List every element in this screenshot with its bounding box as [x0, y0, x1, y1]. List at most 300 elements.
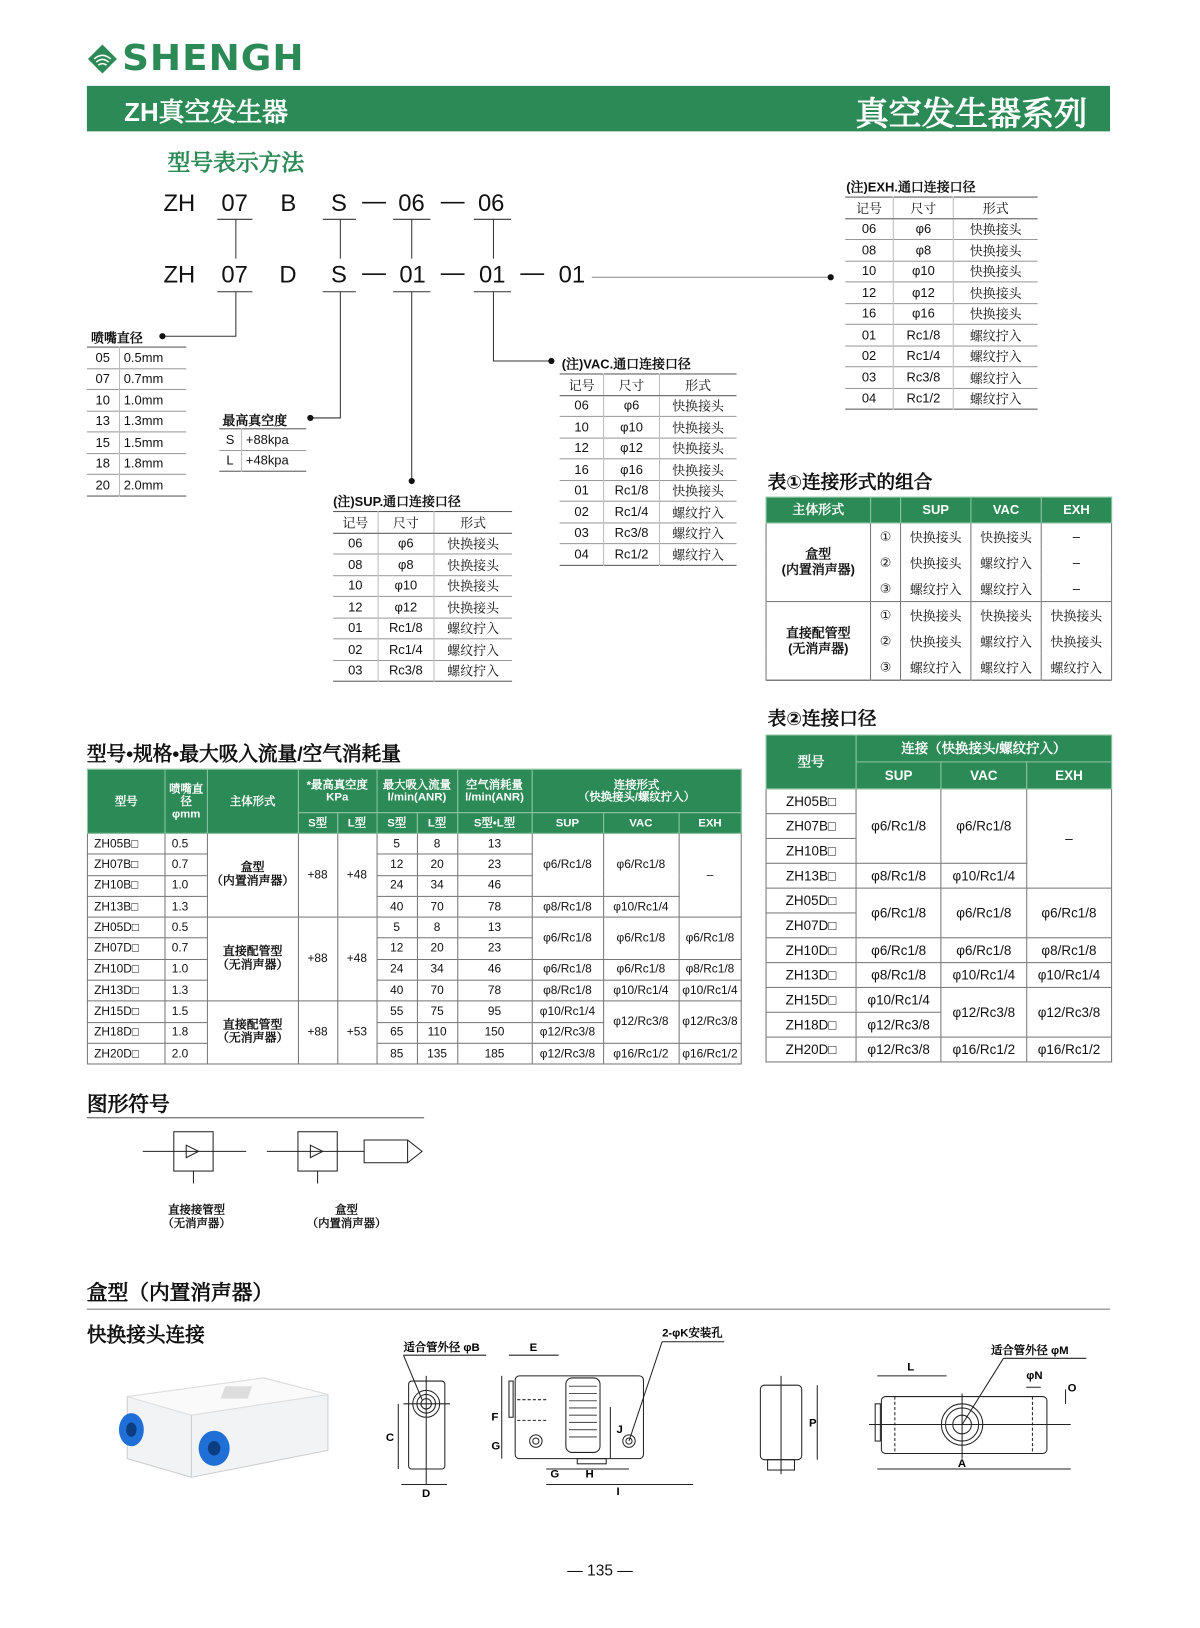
cell: 03	[560, 522, 604, 543]
cell: 04	[845, 388, 893, 409]
col-nozzle	[165, 769, 207, 833]
caption-sub: （内置消声器）	[306, 1217, 387, 1231]
caption-name: 直接接管型	[168, 1204, 226, 1217]
nozzle-row	[87, 432, 186, 453]
flow-s-cell: 40	[377, 980, 417, 1001]
air-cell: 23	[457, 938, 531, 959]
col-flow-l: L型	[417, 813, 457, 834]
col-vac-l: L型	[337, 813, 376, 834]
cell: 12	[845, 282, 893, 303]
col-exh: EXH	[1041, 497, 1111, 523]
vac-l-cell: +48	[337, 917, 376, 1001]
cell: 04	[560, 544, 604, 565]
air-cell: 78	[457, 896, 531, 917]
box-type-symbol	[267, 1132, 422, 1184]
exh-port-table	[845, 197, 1037, 410]
dim-tube-m: 适合管外径 φM	[991, 1345, 1069, 1358]
connection-cell: φ12/Rc3/8	[603, 1001, 679, 1043]
col-vac-label: *最高真空度	[306, 778, 368, 791]
body-sub: （无消声器）	[216, 1032, 289, 1046]
sup-cell: φ8/Rc1/8	[856, 963, 941, 988]
connection-cell: φ10/Rc1/4	[679, 980, 742, 1001]
cell: 形式	[659, 374, 736, 395]
air-cell: 13	[457, 917, 531, 938]
cell: 快换接头	[971, 523, 1041, 549]
direct-piping-symbol	[143, 1132, 246, 1184]
vacuum-row	[219, 429, 306, 450]
cell: 记号	[845, 197, 893, 218]
nozzle-row	[87, 347, 186, 368]
cell: Rc1/8	[893, 324, 953, 345]
cell: 螺纹拧入	[971, 628, 1041, 654]
body-sub: （无消声器）	[216, 959, 289, 972]
col-sup: SUP	[532, 813, 603, 834]
cell: Rc1/2	[893, 388, 953, 409]
cell: 快换接头	[901, 523, 971, 549]
code-exh: 01	[558, 260, 586, 288]
cell: 05	[95, 350, 110, 365]
vac-s-cell: +88	[298, 917, 337, 1001]
cell: 10	[560, 416, 604, 437]
cell: 螺纹拧入	[971, 654, 1041, 680]
cell: –	[1041, 523, 1111, 549]
model-cell: ZH10B□	[766, 838, 856, 863]
body-name: 直接配管型	[222, 1019, 283, 1032]
table1-title: 表①连接形式的组合	[767, 471, 933, 493]
vac-port-row	[560, 459, 737, 480]
cell: 螺纹拧入	[434, 618, 512, 639]
exh-port-row	[845, 388, 1037, 409]
exh-port-row	[845, 346, 1037, 367]
vac-cell: φ12/Rc3/8	[941, 987, 1026, 1037]
sup-cell: φ12/Rc3/8	[856, 1012, 941, 1037]
vacuum-row	[219, 450, 306, 471]
cell: 01	[560, 480, 604, 501]
symbols-title: 图形符号	[86, 1093, 170, 1117]
col-air-sl: S型•L型	[457, 813, 531, 834]
model-cell: ZH07D□	[766, 913, 856, 938]
model-cell: ZH18D□	[87, 1022, 165, 1043]
table-row	[87, 896, 741, 917]
exh-cell: –	[1026, 789, 1111, 888]
table2-title: 表②连接口径	[767, 708, 877, 730]
connection-cell: φ6/Rc1/8	[603, 917, 679, 959]
body-name: 盒型	[240, 861, 265, 875]
col-vac: VAC	[971, 497, 1041, 523]
dim-l: L	[907, 1361, 915, 1374]
col-air	[457, 769, 531, 812]
spec-title: 型号•规格•最大吸入流量/空气消耗量	[86, 743, 401, 766]
cell: 螺纹拧入	[901, 654, 971, 680]
cell: 1.5mm	[119, 432, 186, 453]
exh-port-row	[845, 303, 1037, 324]
vac-cell: φ16/Rc1/2	[941, 1037, 1026, 1062]
cell: 螺纹拧入	[971, 575, 1041, 601]
dim-e: E	[529, 1342, 538, 1355]
cell: 快换接头	[434, 554, 512, 575]
cell: 螺纹拧入	[659, 522, 736, 543]
vac-s-cell: +88	[298, 1001, 337, 1064]
dim-n: φN	[1026, 1369, 1043, 1382]
cell: 螺纹拧入	[971, 549, 1041, 575]
col-flow-unit: l/min(ANR)	[387, 790, 447, 804]
connection-cell: φ10/Rc1/4	[532, 1001, 603, 1022]
cell: 快换接头	[953, 218, 1037, 239]
combo-num: ③	[871, 654, 901, 680]
sup-cell: φ6/Rc1/8	[856, 888, 941, 938]
vac-l-cell: +48	[337, 833, 376, 917]
cell: 06	[560, 395, 604, 416]
cell: Rc1/8	[378, 618, 434, 639]
model-cell: ZH13B□	[87, 896, 165, 917]
col-connection: 连接（快换接头/螺纹拧入）	[856, 735, 1112, 762]
cell: Rc3/8	[893, 367, 953, 388]
sup-port-row	[333, 596, 512, 617]
sup-port-row	[333, 618, 512, 639]
sup-port-row	[333, 512, 512, 533]
col-exh: EXH	[679, 813, 742, 834]
nozzle-cell: 0.5	[165, 833, 207, 854]
product-photo	[109, 1366, 342, 1490]
connection-cell: φ12/Rc3/8	[532, 1022, 603, 1043]
cell: Rc3/8	[378, 660, 434, 681]
dim-f: F	[491, 1411, 499, 1424]
code-prefix: ZH	[163, 260, 196, 288]
table-row	[87, 1043, 741, 1064]
col-flow-s: S型	[377, 813, 417, 834]
vac-cell: φ10/Rc1/4	[941, 963, 1026, 988]
table-row	[766, 602, 1112, 628]
cell: 20	[87, 474, 119, 495]
connection-cell: φ6/Rc1/8	[603, 959, 679, 980]
cell: Rc1/4	[893, 346, 953, 367]
flow-s-cell: 5	[377, 833, 417, 854]
model-code-title: 型号表示方法	[167, 150, 305, 176]
sup-cell: φ6/Rc1/8	[856, 789, 941, 863]
cell: 1.0mm	[119, 389, 186, 410]
table-row	[766, 789, 1112, 814]
cell: +48kpa	[241, 450, 306, 471]
nozzle-cell: 1.3	[165, 896, 207, 917]
body-sub: (无消声器)	[788, 640, 849, 656]
vac-port-row	[560, 501, 737, 522]
flow-l-cell: 70	[417, 896, 457, 917]
cell: 记号	[560, 374, 604, 395]
code-vac: 06	[477, 189, 505, 217]
caption-sub: （无消声器）	[162, 1217, 231, 1231]
flow-s-cell: 65	[377, 1022, 417, 1043]
cell: 10	[845, 261, 893, 282]
col-model: 型号	[87, 769, 165, 833]
model-cell: ZH10D□	[87, 959, 165, 980]
flow-l-cell: 8	[417, 833, 457, 854]
table-row	[766, 987, 1112, 1012]
cell: 快换接头	[1041, 602, 1111, 628]
flow-l-cell: 75	[417, 1001, 457, 1022]
col-vac: VAC	[941, 762, 1026, 789]
table-row	[87, 1001, 741, 1022]
cell: 形式	[953, 197, 1037, 218]
vac-port-row	[560, 374, 737, 395]
exh-cell: φ6/Rc1/8	[1026, 888, 1111, 938]
cell: 尺寸	[378, 512, 434, 533]
connection-cell: φ12/Rc3/8	[532, 1043, 603, 1064]
product-title: ZH真空发生器	[124, 98, 288, 128]
model-cell: ZH05D□	[87, 917, 165, 938]
air-cell: 46	[457, 959, 531, 980]
cell: Rc1/4	[378, 639, 434, 660]
body-cell	[207, 1001, 298, 1064]
code-nozzle: 07	[221, 189, 248, 217]
cell: 螺纹拧入	[901, 575, 971, 601]
code-vacuum: S	[331, 260, 347, 288]
table-row	[766, 888, 1112, 913]
connection-cell: φ16/Rc1/2	[603, 1043, 679, 1064]
nozzle-label: 喷嘴直径	[91, 331, 143, 346]
cell: 记号	[333, 512, 378, 533]
cell: φ16	[893, 303, 953, 324]
cell: 螺纹拧入	[434, 660, 512, 681]
vac-s-cell: +88	[298, 833, 337, 917]
code-dash: —	[362, 258, 386, 286]
model-cell: ZH18D□	[766, 1012, 856, 1037]
sup-cell: φ8/Rc1/8	[856, 863, 941, 888]
model-cell: ZH15D□	[87, 1001, 165, 1022]
connection-cell: φ10/Rc1/4	[603, 980, 679, 1001]
table-row	[87, 980, 741, 1001]
series-title: 真空发生器系列	[855, 95, 1088, 133]
dim-d: D	[422, 1487, 431, 1500]
flow-l-cell: 20	[417, 938, 457, 959]
cell: 02	[333, 639, 378, 660]
cell: φ6	[378, 533, 434, 554]
vac-port-row	[560, 395, 737, 416]
code-dash: —	[440, 258, 465, 286]
nozzle-row	[87, 368, 186, 389]
cell: 03	[845, 367, 893, 388]
table-row	[87, 917, 741, 938]
nozzle-cell: 1.0	[165, 959, 207, 980]
dim-h: H	[585, 1468, 594, 1481]
flow-s-cell: 12	[377, 854, 417, 875]
divider	[87, 1117, 424, 1118]
air-cell: 78	[457, 980, 531, 1001]
cell: L	[219, 450, 241, 471]
table-row	[87, 833, 741, 854]
col-sup: SUP	[856, 762, 941, 789]
vac-port-row	[560, 416, 737, 437]
model-cell: ZH15D□	[766, 987, 856, 1012]
flow-l-cell: 70	[417, 980, 457, 1001]
caption-name: 盒型	[335, 1204, 358, 1217]
body-sub: （内置消声器）	[211, 875, 295, 888]
flow-s-cell: 85	[377, 1043, 417, 1064]
sup-cell: φ10/Rc1/4	[856, 987, 941, 1012]
connection-cell: φ6/Rc1/8	[603, 833, 679, 896]
dim-i: I	[616, 1485, 620, 1498]
cell: 1.8mm	[119, 453, 186, 474]
cell: 螺纹拧入	[659, 544, 736, 565]
model-cell: ZH05B□	[87, 833, 165, 854]
direct-symbol-caption	[155, 1204, 238, 1231]
brand-name: SHENGH	[122, 38, 305, 79]
vac-cell: φ6/Rc1/8	[941, 888, 1026, 938]
flow-s-cell: 5	[377, 917, 417, 938]
cell: 螺纹拧入	[953, 346, 1037, 367]
vac-port-label: (注)VAC.通口连接口径	[561, 356, 691, 372]
flow-l-cell: 135	[417, 1043, 457, 1064]
code-body: D	[279, 260, 297, 288]
cell: φ16	[604, 459, 659, 480]
table-row	[766, 938, 1112, 963]
dim-c: C	[385, 1432, 395, 1445]
connection-cell: φ6/Rc1/8	[532, 959, 603, 980]
combo-num: ③	[871, 575, 901, 601]
nozzle-row	[87, 453, 186, 474]
vac-cell: φ10/Rc1/4	[941, 863, 1026, 888]
nozzle-table	[87, 347, 186, 496]
cell: 快换接头	[953, 282, 1037, 303]
cell: 06	[845, 218, 893, 239]
exh-port-label: (注)EXH.通口连接口径	[846, 180, 976, 195]
col-model: 型号	[766, 735, 856, 789]
exh-port-row	[845, 282, 1037, 303]
connection-cell: φ8/Rc1/8	[532, 980, 603, 1001]
cell: 16	[560, 459, 604, 480]
air-cell: 13	[457, 833, 531, 854]
cell: Rc3/8	[604, 522, 659, 543]
dim-g2: G	[550, 1468, 560, 1481]
body-cell	[766, 602, 870, 681]
cell: 快换接头	[434, 575, 512, 596]
cell: S	[225, 432, 235, 447]
flow-l-cell: 34	[417, 959, 457, 980]
model-cell: ZH07B□	[87, 854, 165, 875]
divider	[87, 1309, 1110, 1310]
body-name: 盒型	[805, 546, 832, 562]
col-vac-unit: KPa	[326, 790, 349, 804]
exh-cell: φ12/Rc3/8	[1026, 987, 1111, 1037]
connection-cell: –	[679, 833, 742, 917]
exh-port-row	[845, 197, 1037, 218]
col-num	[871, 497, 901, 523]
nozzle-cell: 1.0	[165, 875, 207, 896]
sup-cell: φ6/Rc1/8	[856, 938, 941, 963]
cell: 02	[560, 501, 604, 522]
nozzle-row	[87, 389, 186, 410]
flow-s-cell: 24	[377, 875, 417, 896]
sup-port-row	[333, 554, 512, 575]
model-cell: ZH05D□	[766, 888, 856, 913]
sup-cell: φ12/Rc3/8	[856, 1037, 941, 1062]
col-max-flow	[377, 769, 458, 812]
exh-cell: φ10/Rc1/4	[1026, 963, 1111, 988]
table-row	[87, 959, 741, 980]
flow-l-cell: 8	[417, 917, 457, 938]
col-exh: EXH	[1026, 762, 1111, 789]
cell: 螺纹拧入	[1041, 654, 1111, 680]
cell: 13	[87, 411, 119, 432]
box-symbol-caption	[300, 1204, 393, 1231]
model-cell: ZH20D□	[766, 1037, 856, 1062]
table-row	[766, 523, 1112, 549]
cell: 12	[560, 438, 604, 459]
combo-num: ②	[871, 549, 901, 575]
connection-combo-table	[766, 497, 1113, 681]
vac-cell: φ6/Rc1/8	[941, 938, 1026, 963]
cell: 快换接头	[901, 602, 971, 628]
cell: 03	[333, 660, 378, 681]
cell: 快换接头	[953, 239, 1037, 260]
cell: φ6	[604, 395, 659, 416]
model-cell: ZH10B□	[87, 875, 165, 896]
model-cell: ZH13D□	[87, 980, 165, 1001]
cell: 快换接头	[953, 261, 1037, 282]
spec-table	[87, 769, 742, 1065]
vac-port-row	[560, 522, 737, 543]
cell: φ8	[378, 554, 434, 575]
exh-port-row	[845, 239, 1037, 260]
exh-port-row	[845, 367, 1037, 388]
flow-l-cell: 20	[417, 854, 457, 875]
code-sup: 01	[399, 260, 426, 288]
cell: 08	[845, 239, 893, 260]
col-air-label: 空气消耗量	[466, 778, 523, 791]
body-cell	[207, 833, 298, 917]
cell: 螺纹拧入	[659, 501, 736, 522]
col-air-unit: l/min(ANR)	[465, 790, 524, 804]
cell: 快换接头	[659, 480, 736, 501]
air-cell: 46	[457, 875, 531, 896]
body-cell	[766, 523, 870, 602]
col-nozzle-label: 喷嘴直径	[169, 782, 204, 808]
flow-s-cell: 55	[377, 1001, 417, 1022]
cell: 02	[845, 346, 893, 367]
body-name: 直接配管型	[785, 625, 851, 640]
cell: 螺纹拧入	[434, 639, 512, 660]
body-name: 直接配管型	[222, 945, 283, 959]
connection-cell: φ6/Rc1/8	[532, 917, 603, 959]
cell: –	[1041, 549, 1111, 575]
nozzle-row	[87, 474, 186, 495]
nozzle-cell: 2.0	[165, 1043, 207, 1064]
exh-port-row	[845, 324, 1037, 345]
exh-cell: φ16/Rc1/2	[1026, 1037, 1111, 1062]
vacuum-label: 最高真空度	[222, 413, 288, 429]
sup-port-label: (注)SUP.通口连接口径	[333, 494, 461, 509]
nozzle-cell: 1.8	[165, 1022, 207, 1043]
combo-num: ①	[871, 523, 901, 549]
body-sub: (内置消声器)	[781, 562, 855, 577]
flow-s-cell: 40	[377, 896, 417, 917]
symbol-diagrams	[134, 1126, 434, 1188]
code-dash: —	[440, 187, 465, 215]
box-section-title: 盒型（内置消声器）	[86, 1281, 274, 1305]
sup-port-row	[333, 639, 512, 660]
cell: 快换接头	[659, 416, 736, 437]
cell: 01	[845, 324, 893, 345]
dim-holes: 2-φK安装孔	[662, 1327, 723, 1340]
connection-cell: φ8/Rc1/8	[679, 959, 742, 980]
exh-port-row	[845, 218, 1037, 239]
vac-port-row	[560, 438, 737, 459]
cell: 尺寸	[604, 374, 659, 395]
body-cell	[207, 917, 298, 1001]
box-section-subtitle: 快换接头连接	[86, 1325, 205, 1347]
code-nozzle: 07	[221, 260, 248, 288]
connection-cell: φ8/Rc1/8	[532, 896, 603, 917]
code-vac: 01	[478, 260, 506, 288]
